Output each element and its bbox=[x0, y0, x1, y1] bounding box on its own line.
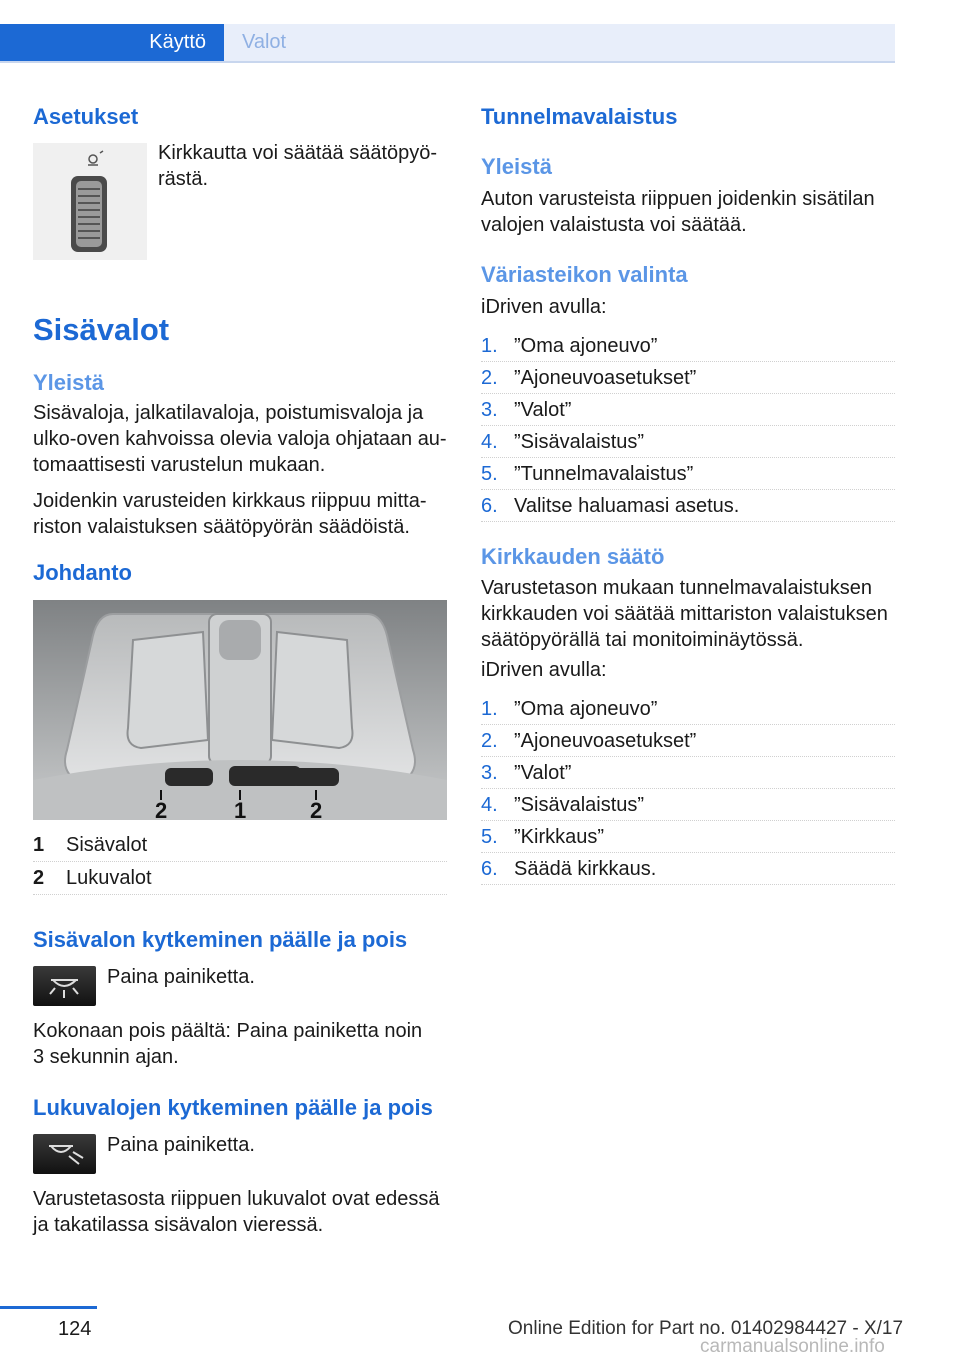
idrive-intro-2: iDriven avulla: bbox=[481, 659, 607, 681]
image-legend bbox=[33, 829, 447, 895]
list-item: 4. ”Sisävalaistus” bbox=[481, 426, 895, 458]
steps-list-1 bbox=[481, 330, 895, 522]
kytkeminen-heading: Sisävalon kytkeminen päälle ja pois bbox=[33, 927, 408, 952]
asetukset-heading: Asetukset bbox=[33, 104, 139, 129]
list-item: 1. ”Oma ajoneuvo” bbox=[481, 693, 895, 725]
kytkeminen-p: Kokonaan pois päältä: Paina painiketta noin 3 sekunnin ajan. bbox=[33, 1020, 423, 1068]
list-item: 5. ”Kirkkaus” bbox=[481, 821, 895, 853]
overhead-console-image bbox=[33, 600, 447, 820]
tunnelmavalaistus-heading: Tunnelmavalaistus bbox=[481, 104, 678, 129]
page-number: 124 bbox=[58, 1318, 92, 1340]
tab-valot[interactable]: Valot bbox=[224, 24, 895, 61]
kytkeminen-text: Paina painiketta. bbox=[107, 966, 255, 988]
list-item: 3. ”Valot” bbox=[481, 757, 895, 789]
legend-key: 1 bbox=[33, 834, 45, 856]
sisavalot-yleista-p2: Joidenkin varusteiden kirkkaus riippuu mitta-riston valaistuksen säätöpyörän säädöistä. bbox=[33, 490, 427, 538]
tunnelma-yleista-p: Auton varusteista riippuen joidenkin sisätilan valojen valaistusta voi säätää. bbox=[481, 188, 875, 236]
lukuvalot-heading: Lukuvalojen kytkeminen päälle ja pois bbox=[33, 1095, 433, 1120]
watermark: carmanualsonline.info bbox=[700, 1336, 885, 1357]
sisavalot-heading: Sisävalot bbox=[33, 312, 170, 347]
image-label-2-right: 2 bbox=[310, 798, 323, 820]
list-item: 2. ”Ajoneuvoasetukset” bbox=[481, 725, 895, 757]
legend-row bbox=[33, 829, 447, 862]
asetukset-text: Kirkkautta voi säätää säätöpyö- rästä. bbox=[158, 142, 438, 190]
steps-list-2 bbox=[481, 693, 895, 885]
list-item: 3. ”Valot” bbox=[481, 394, 895, 426]
sisavalot-yleista-heading: Yleistä bbox=[33, 370, 104, 395]
image-label-2-left: 2 bbox=[155, 798, 168, 820]
brightness-wheel-icon bbox=[33, 143, 147, 260]
list-item: 6. Säädä kirkkaus. bbox=[481, 853, 895, 885]
list-item: 1. ”Oma ajoneuvo” bbox=[481, 330, 895, 362]
johdanto-heading: Johdanto bbox=[33, 560, 132, 585]
list-item: 5. ”Tunnelmavalaistus” bbox=[481, 458, 895, 490]
legend-value: Lukuvalot bbox=[66, 867, 152, 889]
image-label-1: 1 bbox=[234, 798, 247, 820]
idrive-intro-1: iDriven avulla: bbox=[481, 296, 607, 318]
list-item: 2. ”Ajoneuvoasetukset” bbox=[481, 362, 895, 394]
sisavalot-yleista-p1: Sisävaloja, jalkatilavaloja, poistumisvaloja ja ulko-oven kahvoissa olevia valoja ohjataan au-tomaattisesti varustelun mukaan. bbox=[33, 402, 447, 476]
list-item: 4. ”Sisävalaistus” bbox=[481, 789, 895, 821]
interior-light-button-icon bbox=[33, 966, 96, 1006]
header-tabs bbox=[0, 24, 895, 62]
legend-row bbox=[33, 862, 447, 895]
kirkkaus-heading: Kirkkauden säätö bbox=[481, 544, 665, 569]
footer-accent-line bbox=[0, 1306, 97, 1309]
legend-value: Sisävalot bbox=[66, 834, 148, 856]
tunnelma-yleista-heading: Yleistä bbox=[481, 154, 552, 179]
tab-kaytto[interactable]: Käyttö bbox=[0, 24, 224, 61]
lukuvalot-p: Varustetasosta riippuen lukuvalot ovat edessä ja takatilassa sisävalon vieressä. bbox=[33, 1188, 440, 1236]
kirkkaus-p: Varustetason mukaan tunnelmavalaistuksen kirkkauden voi säätää mittariston valaistuksen säätöpyörällä tai monitoiminäytössä. bbox=[481, 577, 888, 651]
legend-key: 2 bbox=[33, 867, 45, 889]
lukuvalot-text: Paina painiketta. bbox=[107, 1134, 255, 1156]
reading-light-button-icon bbox=[33, 1134, 96, 1174]
header-divider bbox=[0, 61, 895, 63]
list-item: 6. Valitse haluamasi asetus. bbox=[481, 490, 895, 522]
edition-text: Online Edition for Part no. 01402984427 - X/17 bbox=[508, 1318, 904, 1339]
variasteikko-heading: Väriasteikon valinta bbox=[481, 262, 688, 287]
